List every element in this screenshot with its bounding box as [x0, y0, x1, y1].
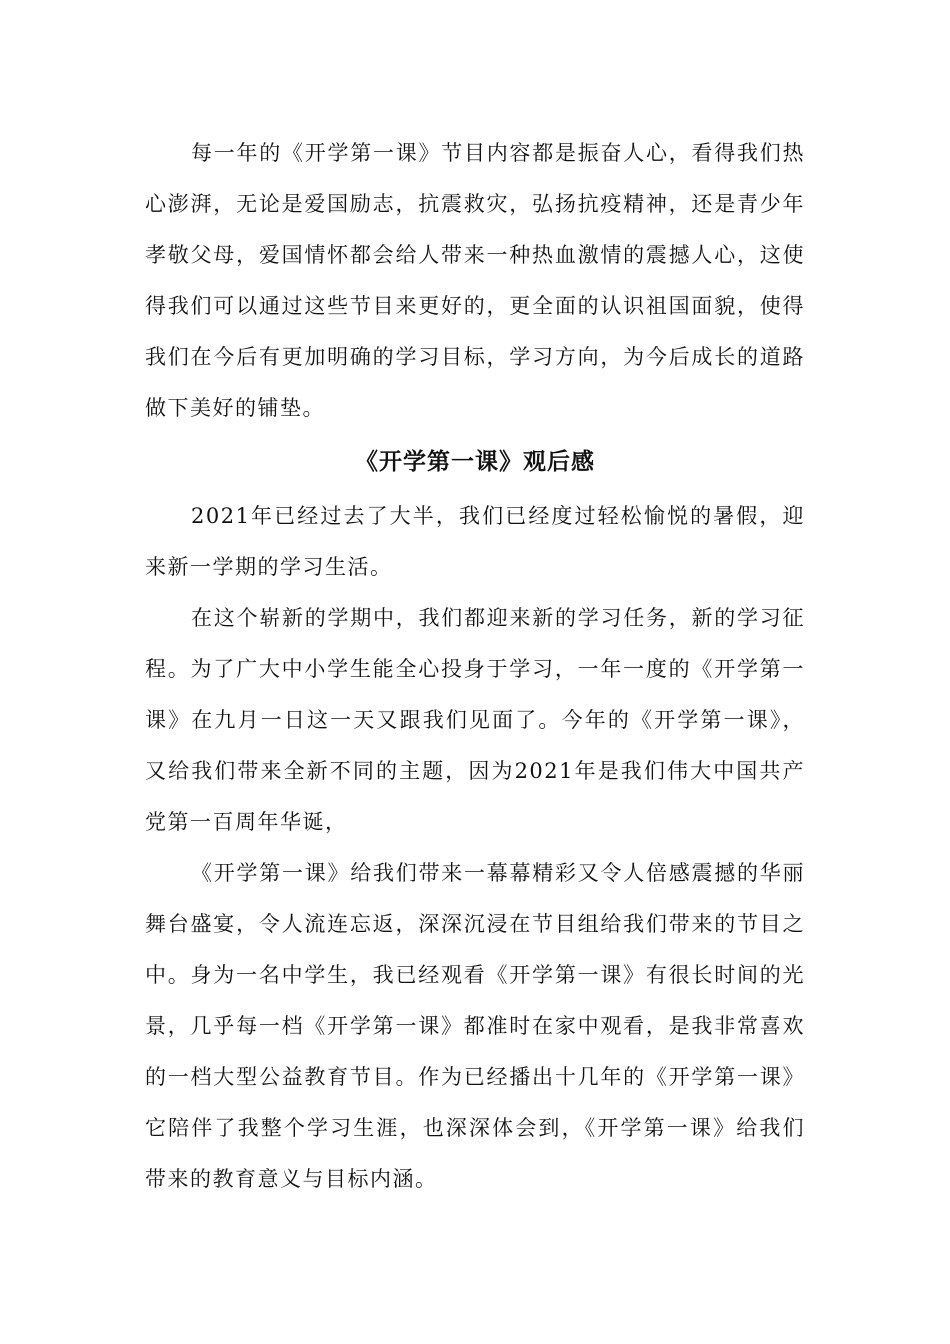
paragraph-2: 在这个崭新的学期中，我们都迎来新的学习任务，新的学习征程。为了广大中小学生能全心投身于学习，一年一度的《开学第一课》在九月一日这一天又跟我们见面了。今年的《开学第一课》，又给我们带来全新不同的主题，因为2021年是我们伟大中国共产党第一百周年华诞， — [145, 606, 805, 834]
paragraph-1: 2021年已经过去了大半，我们已经度过轻松愉悦的暑假，迎来新一学期的学习生活。 — [145, 504, 805, 579]
paragraph-intro: 每一年的《开学第一课》节目内容都是振奋人心，看得我们热心澎湃，无论是爱国励志，抗震救灾，弘扬抗疫精神，还是青少年孝敬父母，爱国情怀都会给人带来一种热血激情的震撼人心，这使得我们可以通过这些节目来更好的，更全面的认识祖国面貌，使得我们在今后有更加明确的学习目标，学习方向，为今后成长的道路做下美好的铺垫。 — [145, 141, 805, 420]
section-title: 《开学第一课》观后感 — [355, 449, 595, 475]
document-body — [145, 128, 805, 1205]
paragraph-3: 《开学第一课》给我们带来一幕幕精彩又令人倍感震撼的华丽舞台盛宴，令人流连忘返，深深沉浸在节目组给我们带来的节目之中。身为一名中学生，我已经观看《开学第一课》有很长时间的光景，几乎每一档《开学第一课》都准时在家中观看，是我非常喜欢的一档大型公益教育节目。作为已经播出十几年的《开学第一课》它陪伴了我整个学习生涯，也深深体会到，《开学第一课》给我们带来的教育意义与目标内涵。 — [145, 861, 805, 1191]
